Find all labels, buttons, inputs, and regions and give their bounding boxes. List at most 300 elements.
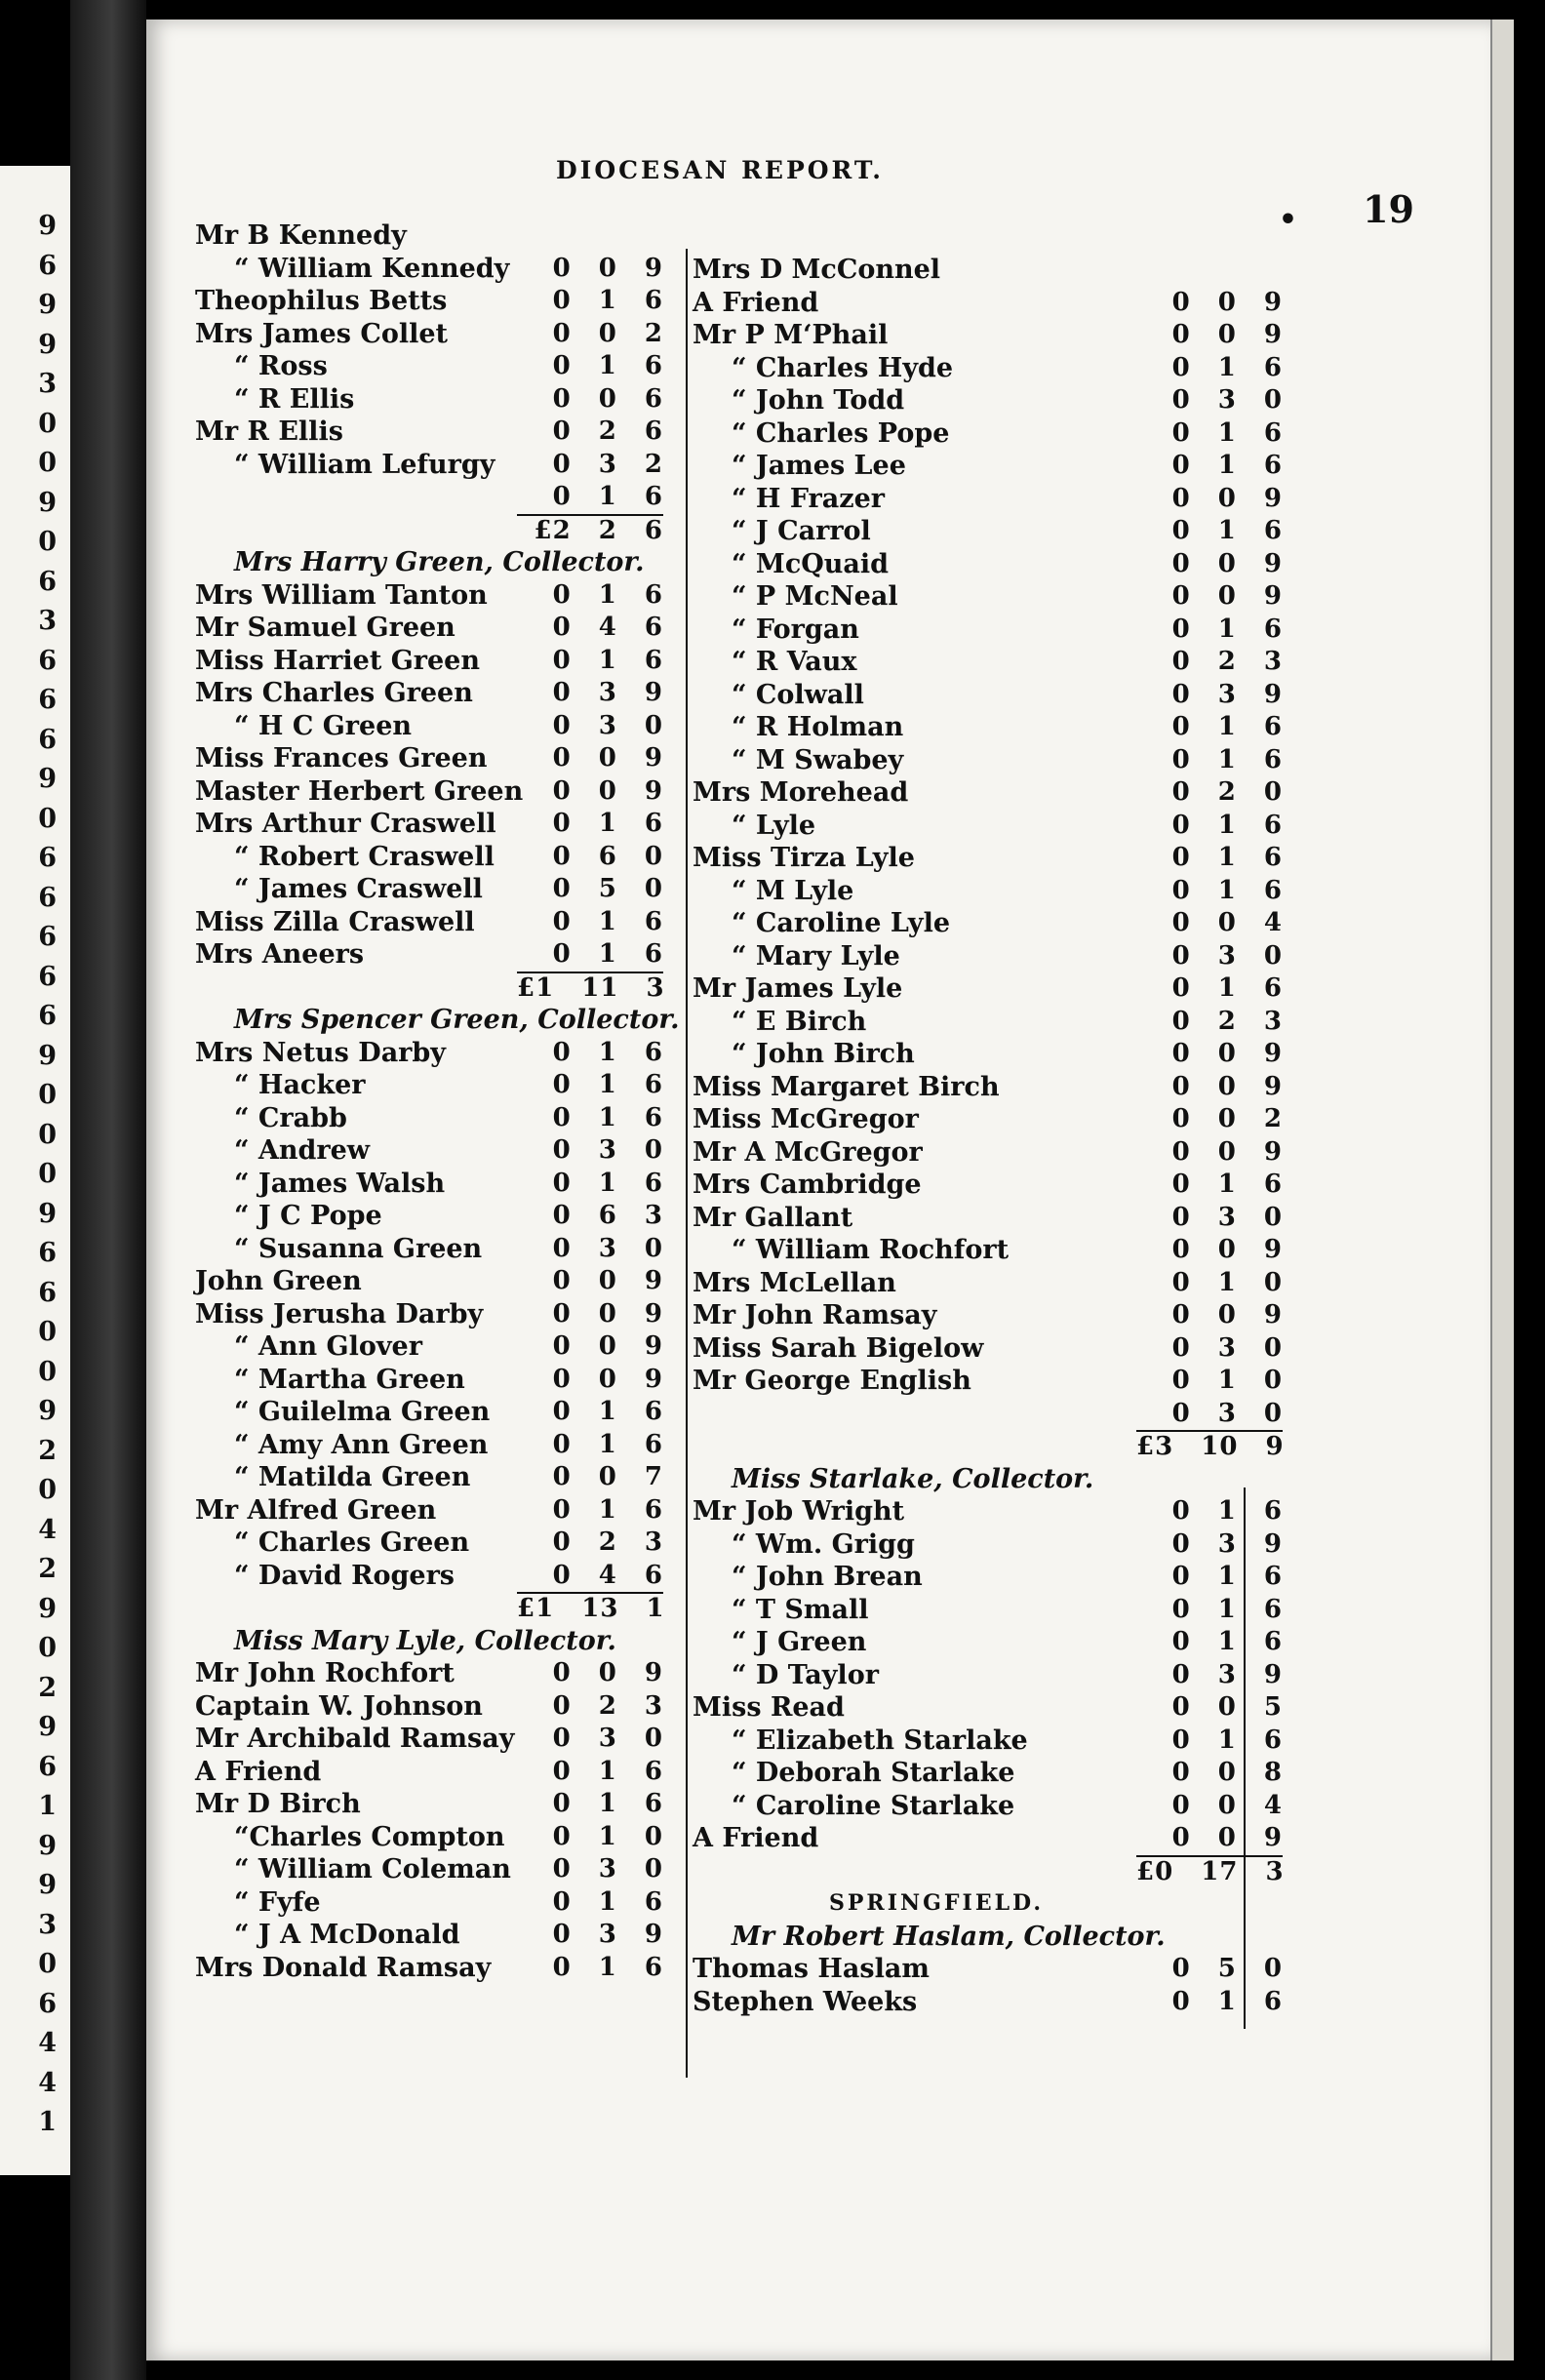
- subscriber-name: “ Hacker: [234, 1070, 366, 1100]
- facing-page-digit: 9: [38, 1198, 57, 1229]
- subscriber-name: “ Forgan: [732, 614, 859, 645]
- amount: 0 1 0: [1171, 1267, 1283, 1297]
- facing-page-digit: 1: [38, 1791, 57, 1821]
- amount: 0 1 6: [1171, 712, 1283, 741]
- subscriber-name: “ Robert Craswell: [234, 841, 495, 872]
- subscriber-name: “ M Lyle: [732, 875, 854, 906]
- facing-page-digit: 9: [38, 1830, 57, 1861]
- subscriber-row: [590, 1953, 1307, 1986]
- subscriber-name: Mr Samuel Green: [195, 613, 456, 643]
- subscriber-name: Miss Sarah Bigelow: [693, 1332, 984, 1364]
- facing-page-digit: 6: [38, 724, 57, 755]
- subscriber-row: [590, 1822, 1307, 1855]
- subscriber-name: “ J A McDonald: [234, 1920, 460, 1950]
- amount: 0 1 6: [552, 939, 663, 969]
- amount: 0 1 6: [1171, 810, 1283, 840]
- subscriber-name: “ H C Green: [234, 710, 412, 741]
- facing-page-margin: [0, 166, 73, 2175]
- amount: 0 3 0: [1171, 940, 1283, 971]
- subscriber-name: “ Matilda Green: [234, 1462, 471, 1492]
- subscriber-row: [590, 1136, 1307, 1170]
- subtotal-amount: £1 11 3: [517, 972, 665, 1003]
- subscriber-row: [590, 580, 1307, 614]
- amount: 0 1 6: [1171, 744, 1283, 774]
- amount: 0 1 6: [1171, 1725, 1283, 1755]
- amount: 0 3 0: [552, 1854, 663, 1884]
- facing-page-digit: 0: [38, 448, 57, 478]
- subscriber-name: “ James Craswell: [234, 874, 483, 904]
- subscriber-row: [590, 1691, 1307, 1725]
- amount: 0 1 6: [552, 1789, 663, 1818]
- subscription-column-2: [590, 254, 1307, 2018]
- amount: 0 1 6: [1171, 1986, 1283, 2016]
- subscriber-row: [590, 614, 1307, 647]
- subscriber-row: [590, 1725, 1307, 1758]
- amount: 0 5 0: [552, 874, 663, 903]
- facing-page-digit: 9: [38, 1870, 57, 1900]
- subscriber-row: [590, 907, 1307, 940]
- subscriber-name: “ William Kennedy: [234, 253, 510, 284]
- amount: 0 0 9: [1171, 1235, 1283, 1264]
- subscriber-name: Mrs Charles Green: [195, 678, 473, 708]
- amount: 0 4 6: [552, 613, 663, 642]
- subscriber-row: [590, 1398, 1307, 1431]
- amount: 0 0 9: [1171, 1071, 1283, 1101]
- subscriber-row: [590, 1234, 1307, 1267]
- amount: 0 1 6: [1171, 516, 1283, 545]
- subscriber-name: Mrs Netus Darby: [195, 1037, 446, 1068]
- amount: 0 2 3: [1171, 647, 1283, 676]
- facing-page-digit: 3: [38, 606, 57, 636]
- subscriber-row: [590, 1594, 1307, 1627]
- subscriber-name: Mr D Birch: [195, 1789, 361, 1819]
- subscriber-name: “ Amy Ann Green: [234, 1429, 489, 1460]
- subscriber-row: [590, 1103, 1307, 1136]
- amount: 0 3 9: [1171, 679, 1283, 709]
- facing-page-digit: 0: [38, 1475, 57, 1505]
- amount: 0 1 6: [1171, 352, 1283, 382]
- facing-page-digit: 6: [38, 1277, 57, 1308]
- subscriber-name: “ William Coleman: [234, 1854, 511, 1884]
- facing-page-digit: 9: [38, 329, 57, 360]
- subscriber-name: Miss Frances Green: [195, 743, 488, 774]
- subscriber-name: Mr R Ellis: [195, 416, 343, 447]
- subscriber-name: A Friend: [195, 1756, 322, 1787]
- facing-page-digit: 9: [38, 290, 57, 320]
- amount: 0 1 6: [1171, 451, 1283, 480]
- amount: 0 0 9: [1171, 483, 1283, 513]
- subscriber-name: Mr A McGregor: [693, 1136, 923, 1168]
- subscriber-name: Mr John Rochfort: [195, 1658, 455, 1688]
- facing-page-digit: 6: [38, 843, 57, 873]
- subscriber-name: “ William Lefurgy: [234, 449, 495, 480]
- subscriber-name: “ P McNeal: [732, 581, 898, 612]
- subscriber-name: “Charles Compton: [234, 1821, 505, 1852]
- subscriber-name: “ Colwall: [732, 679, 864, 710]
- subscriber-row: [590, 352, 1307, 385]
- subscriber-name: Mr George English: [693, 1366, 971, 1396]
- subscriber-name: “ D Taylor: [732, 1659, 879, 1690]
- subscriber-row: [590, 972, 1307, 1006]
- subscriber-name: John Green: [195, 1266, 362, 1296]
- subscriber-row: [590, 450, 1307, 483]
- subscriber-name: Mrs William Tanton: [195, 579, 488, 611]
- subscriber-name: “ Elizabeth Starlake: [732, 1725, 1028, 1756]
- amount: 0 3 0: [1171, 1398, 1283, 1428]
- subscriber-row: [590, 1561, 1307, 1594]
- amount: 0 0 9: [1171, 1823, 1283, 1852]
- subscriber-name: Mr Gallant: [693, 1202, 853, 1233]
- amount: 0 6 3: [552, 1201, 663, 1230]
- amount: 0 0 9: [1171, 1300, 1283, 1329]
- section-heading: [590, 1887, 1307, 1921]
- facing-page-digit: 1: [38, 2107, 57, 2137]
- amount: 0 3 0: [1171, 1202, 1283, 1232]
- amount: 0 2 6: [552, 416, 663, 446]
- subscriber-name: Master Herbert Green: [195, 775, 524, 807]
- facing-page-digit: 0: [38, 1119, 57, 1150]
- amount: 0 1 6: [552, 1429, 663, 1459]
- amount: 0 0 4: [1171, 1790, 1283, 1820]
- collector-name: Mrs Harry Green, Collector.: [234, 547, 645, 577]
- subtotal-row: [590, 1855, 1307, 1888]
- subscriber-name: Miss Margaret Birch: [693, 1071, 1000, 1102]
- amount: 0 1 6: [1171, 1627, 1283, 1656]
- amount: 0 3 0: [1171, 1332, 1283, 1363]
- subscriber-name: “ William Rochfort: [732, 1235, 1010, 1265]
- facing-page-digit: 6: [38, 1751, 57, 1782]
- collector-heading: [590, 1463, 1307, 1496]
- subscriber-row: [590, 679, 1307, 712]
- subscriber-name: “ Crabb: [234, 1102, 347, 1133]
- subtotal-amount: £1 13 1: [517, 1594, 665, 1623]
- facing-page-digit: 3: [38, 369, 57, 399]
- subscriber-name: “ Deborah Starlake: [732, 1758, 1015, 1788]
- facing-page-digit: 0: [38, 1633, 57, 1663]
- subscriber-row: [590, 1626, 1307, 1659]
- amount: 0 3 0: [552, 1233, 663, 1263]
- subscriber-name: Miss Tirza Lyle: [693, 843, 915, 873]
- subscriber-name: Theophilus Betts: [195, 286, 448, 316]
- subscriber-row: [590, 842, 1307, 875]
- subscriber-row: [590, 483, 1307, 516]
- subscriber-name: “ E Birch: [732, 1006, 867, 1037]
- amount: 0 1 6: [1171, 1496, 1283, 1526]
- amount: 0 1 6: [552, 482, 663, 511]
- amount: 0 1 6: [552, 286, 663, 315]
- subscriber-name: A Friend: [693, 287, 819, 318]
- facing-page-digit: 6: [38, 250, 57, 281]
- subtotal-amount: £2 2 6: [517, 514, 663, 545]
- subscriber-name: “ Caroline Lyle: [732, 908, 951, 938]
- subtotal-amount: £0 17 3: [1136, 1856, 1285, 1886]
- amount: 0 0 7: [552, 1462, 663, 1491]
- facing-page-digit: 6: [38, 645, 57, 676]
- amount: 0 2 3: [552, 1527, 663, 1557]
- subscriber-row: [590, 940, 1307, 973]
- subscriber-name: Mr B Kennedy: [195, 220, 407, 251]
- facing-page-digit: 9: [38, 1396, 57, 1426]
- amount: 0 3 9: [552, 1920, 663, 1949]
- facing-page-digit: 4: [38, 2028, 57, 2058]
- subscriber-name: Thomas Haslam: [693, 1954, 930, 1984]
- subscriber-name: Mr John Ramsay: [693, 1300, 937, 1330]
- subscriber-name: Mr P M‘Phail: [693, 320, 889, 350]
- subscriber-row: [590, 515, 1307, 548]
- subscriber-name: Miss Jerusha Darby: [195, 1298, 484, 1329]
- subscriber-name: Mrs James Collet: [195, 318, 448, 349]
- subscriber-name: “ M Swabey: [732, 744, 904, 775]
- amount: 0 0 9: [552, 743, 663, 773]
- subscriber-name: Mrs Morehead: [693, 777, 909, 808]
- subscriber-name: “ Martha Green: [234, 1364, 465, 1395]
- subtotal-amount: £3 10 9: [1136, 1432, 1285, 1461]
- subscriber-name: Mrs Donald Ramsay: [195, 1952, 492, 1983]
- subscriber-name: “ Fyfe: [234, 1886, 321, 1918]
- subscriber-name: Miss Read: [693, 1692, 845, 1723]
- subscriber-name: “ J Carrol: [732, 516, 871, 546]
- subscriber-row: [590, 1790, 1307, 1823]
- subscriber-name: Miss McGregor: [693, 1104, 919, 1134]
- amount: 0 3 0: [552, 1724, 663, 1753]
- subscriber-row: [590, 1169, 1307, 1202]
- facing-page-digit: 4: [38, 2067, 57, 2098]
- amount: 0 1 6: [552, 1070, 663, 1099]
- facing-page-digit: 0: [38, 1949, 57, 1979]
- amount: 0 0 6: [552, 383, 663, 414]
- facing-page-digit: 9: [38, 1040, 57, 1071]
- subscriber-name: “ McQuaid: [732, 548, 890, 579]
- amount: 0 3 9: [1171, 1659, 1283, 1689]
- amount: 0 0 9: [1171, 1039, 1283, 1068]
- collector-name: Mr Robert Haslam, Collector.: [732, 1921, 1166, 1952]
- facing-page-digit: 6: [38, 1988, 57, 2019]
- facing-page-digit: 6: [38, 1001, 57, 1031]
- facing-page-digit: 6: [38, 882, 57, 913]
- subscriber-row: [590, 1528, 1307, 1562]
- subscriber-name: Mrs D McConnel: [693, 255, 941, 285]
- amount: 0 0 9: [552, 1364, 663, 1394]
- subscriber-row: [590, 1202, 1307, 1235]
- amount: 0 0 9: [552, 1331, 663, 1361]
- subscriber-row: [590, 776, 1307, 810]
- amount: 0 1 6: [552, 645, 663, 675]
- amount: 0 5 0: [1171, 1954, 1283, 1983]
- amount: 0 1 6: [552, 1886, 663, 1917]
- subscriber-row: [590, 1267, 1307, 1300]
- facing-page-digit: 0: [38, 803, 57, 834]
- amount: 0 1 6: [552, 1952, 663, 1982]
- facing-page-digit: 0: [38, 1159, 57, 1189]
- amount: 0 1 6: [552, 1037, 663, 1067]
- subscriber-row: [590, 384, 1307, 417]
- subscriber-row: [590, 1038, 1307, 1071]
- facing-page-digit: 4: [38, 1514, 57, 1545]
- subscriber-name: Mrs Aneers: [195, 939, 365, 970]
- amount: 0 2 0: [1171, 777, 1283, 807]
- subscriber-row: [590, 319, 1307, 352]
- facing-page-digit: 3: [38, 1909, 57, 1940]
- subscriber-name: “ Caroline Starlake: [732, 1790, 1015, 1821]
- page-number: 19: [1363, 187, 1414, 231]
- facing-page-digit: 9: [38, 1593, 57, 1624]
- amount: 0 1 6: [1171, 1170, 1283, 1199]
- subscriber-name: “ Ann Glover: [234, 1331, 422, 1362]
- amount: 0 0 9: [552, 253, 663, 283]
- subscriber-name: “ John Brean: [732, 1562, 923, 1592]
- amount: 0 3 2: [552, 449, 663, 479]
- subscriber-row: [590, 1495, 1307, 1528]
- subscriber-name: Miss Zilla Craswell: [195, 906, 475, 937]
- page-edge: [1490, 20, 1514, 2360]
- facing-page-digit: 9: [38, 487, 57, 518]
- subscriber-row: [590, 254, 1307, 287]
- amount: 0 3 0: [1171, 385, 1283, 415]
- amount: 0 0 2: [1171, 1104, 1283, 1133]
- subscriber-row: [590, 287, 1307, 320]
- amount: 0 3 9: [552, 678, 663, 707]
- subscriber-name: A Friend: [693, 1823, 819, 1853]
- amount: 0 0 9: [1171, 320, 1283, 349]
- subscriber-name: “ Wm. Grigg: [732, 1528, 915, 1560]
- amount: 0 1 0: [1171, 1366, 1283, 1395]
- amount: 0 1 6: [552, 351, 663, 380]
- amount: 0 1 6: [552, 1494, 663, 1525]
- subscriber-name: “ John Birch: [732, 1039, 915, 1069]
- amount: 0 1 6: [552, 1168, 663, 1198]
- facing-page-digit: 6: [38, 685, 57, 715]
- facing-page-digit: 2: [38, 1672, 57, 1703]
- facing-page-digit: 9: [38, 211, 57, 241]
- subscriber-name: “ T Small: [732, 1594, 869, 1625]
- amount: 0 1 6: [1171, 1594, 1283, 1624]
- subscriber-row: [590, 1757, 1307, 1790]
- amount: 0 3 0: [552, 710, 663, 740]
- subscriber-name: Captain W. Johnson: [195, 1690, 483, 1722]
- amount: 0 3 9: [1171, 1528, 1283, 1559]
- subscriber-row: [590, 646, 1307, 679]
- amount: 0 0 9: [552, 1658, 663, 1687]
- subscriber-row: [590, 810, 1307, 843]
- subscriber-row: [590, 548, 1307, 581]
- subscriber-row: [590, 1006, 1307, 1039]
- subscriber-name: “ John Todd: [732, 385, 905, 416]
- subscriber-row: [590, 711, 1307, 744]
- amount: 0 3 0: [552, 1135, 663, 1165]
- subscriber-name: “ Susanna Green: [234, 1233, 483, 1264]
- collector-name: Mrs Spencer Green, Collector.: [234, 1005, 680, 1035]
- facing-page-digit: 6: [38, 1238, 57, 1268]
- collector-heading: [590, 1921, 1307, 1954]
- amount: 0 0 9: [1171, 548, 1283, 578]
- subscriber-row: [590, 1071, 1307, 1104]
- subscriber-name: “ Mary Lyle: [732, 940, 900, 972]
- subscriber-row: [146, 219, 673, 253]
- subscriber-name: “ J Green: [732, 1627, 867, 1657]
- subscriber-name: Stephen Weeks: [693, 1986, 918, 2017]
- amount: 0 0 9: [1171, 581, 1283, 611]
- subscriber-name: Miss Harriet Green: [195, 645, 480, 676]
- section-name: SPRINGFIELD.: [829, 1890, 1045, 1916]
- amount: 0 1 6: [1171, 843, 1283, 872]
- facing-page-digit: 0: [38, 1317, 57, 1347]
- amount: 0 1 6: [552, 906, 663, 936]
- amount: 0 0 9: [552, 775, 663, 806]
- amount: 0 0 5: [1171, 1692, 1283, 1722]
- subscriber-name: “ Charles Green: [234, 1527, 470, 1558]
- facing-page-digit: 6: [38, 961, 57, 992]
- amount: 0 1 6: [1171, 875, 1283, 905]
- amount: 0 0 4: [1171, 908, 1283, 937]
- subscriber-row: [590, 744, 1307, 777]
- subscriber-name: Mrs Cambridge: [693, 1170, 922, 1200]
- printer-dot: •: [1278, 203, 1297, 237]
- amount: 0 0 9: [1171, 287, 1283, 317]
- amount: 0 1 6: [552, 579, 663, 610]
- subscriber-name: “ Guilelma Green: [234, 1397, 491, 1427]
- subscriber-row: [590, 1986, 1307, 2019]
- facing-page-digit: 0: [38, 1080, 57, 1110]
- book-gutter: [70, 0, 146, 2380]
- document-page: [146, 20, 1492, 2360]
- subscriber-name: “ James Lee: [732, 451, 906, 481]
- amount: 0 1 6: [552, 809, 663, 838]
- subscriber-row: [590, 417, 1307, 451]
- amount: 0 1 6: [552, 1102, 663, 1132]
- subscriber-name: Mr James Lyle: [693, 973, 903, 1004]
- facing-page-digit: 0: [38, 408, 57, 439]
- subscriber-name: “ R Ellis: [234, 383, 355, 415]
- subscriber-name: “ R Vaux: [732, 647, 857, 677]
- facing-page-digit: 6: [38, 922, 57, 952]
- amount: 0 2 3: [552, 1690, 663, 1721]
- amount: 0 1 6: [1171, 417, 1283, 448]
- amount: 0 1 6: [1171, 614, 1283, 644]
- subscriber-row: [590, 1299, 1307, 1332]
- subscriber-name: “ David Rogers: [234, 1560, 455, 1591]
- facing-page-digit: 9: [38, 764, 57, 794]
- amount: 0 1 6: [1171, 973, 1283, 1003]
- amount: 0 4 6: [552, 1560, 663, 1590]
- amount: 0 0 9: [1171, 1136, 1283, 1167]
- subscriber-name: “ R Holman: [732, 712, 904, 742]
- subscriber-name: Mr Archibald Ramsay: [195, 1724, 515, 1754]
- amount: 0 0 8: [1171, 1758, 1283, 1787]
- subscriber-name: “ Lyle: [732, 810, 816, 841]
- subscriber-row: [590, 1659, 1307, 1692]
- subtotal-row: [590, 1430, 1307, 1463]
- amount: 0 1 0: [552, 1821, 663, 1851]
- subscriber-name: “ James Walsh: [234, 1168, 446, 1199]
- amount: 0 0 9: [552, 1266, 663, 1295]
- subscriber-name: “ Andrew: [234, 1135, 371, 1166]
- subscriber-row: [590, 1332, 1307, 1366]
- subscriber-row: [590, 1365, 1307, 1398]
- subscriber-name: “ Charles Pope: [732, 417, 950, 449]
- amount: 0 1 6: [1171, 1562, 1283, 1591]
- subscriber-name: “ J C Pope: [234, 1201, 382, 1231]
- facing-page-digit: 2: [38, 1435, 57, 1466]
- facing-page-digit: 9: [38, 1712, 57, 1742]
- subscriber-name: “ H Frazer: [732, 483, 885, 514]
- subscriber-name: Mrs McLellan: [693, 1267, 896, 1298]
- amount: 0 1 6: [552, 1397, 663, 1426]
- facing-page-digit: 0: [38, 527, 57, 557]
- subscriber-name: Mr Alfred Green: [195, 1494, 437, 1526]
- facing-page-digit: 0: [38, 1356, 57, 1387]
- facing-page-digit: 2: [38, 1554, 57, 1584]
- collector-name: Miss Starlake, Collector.: [732, 1463, 1094, 1494]
